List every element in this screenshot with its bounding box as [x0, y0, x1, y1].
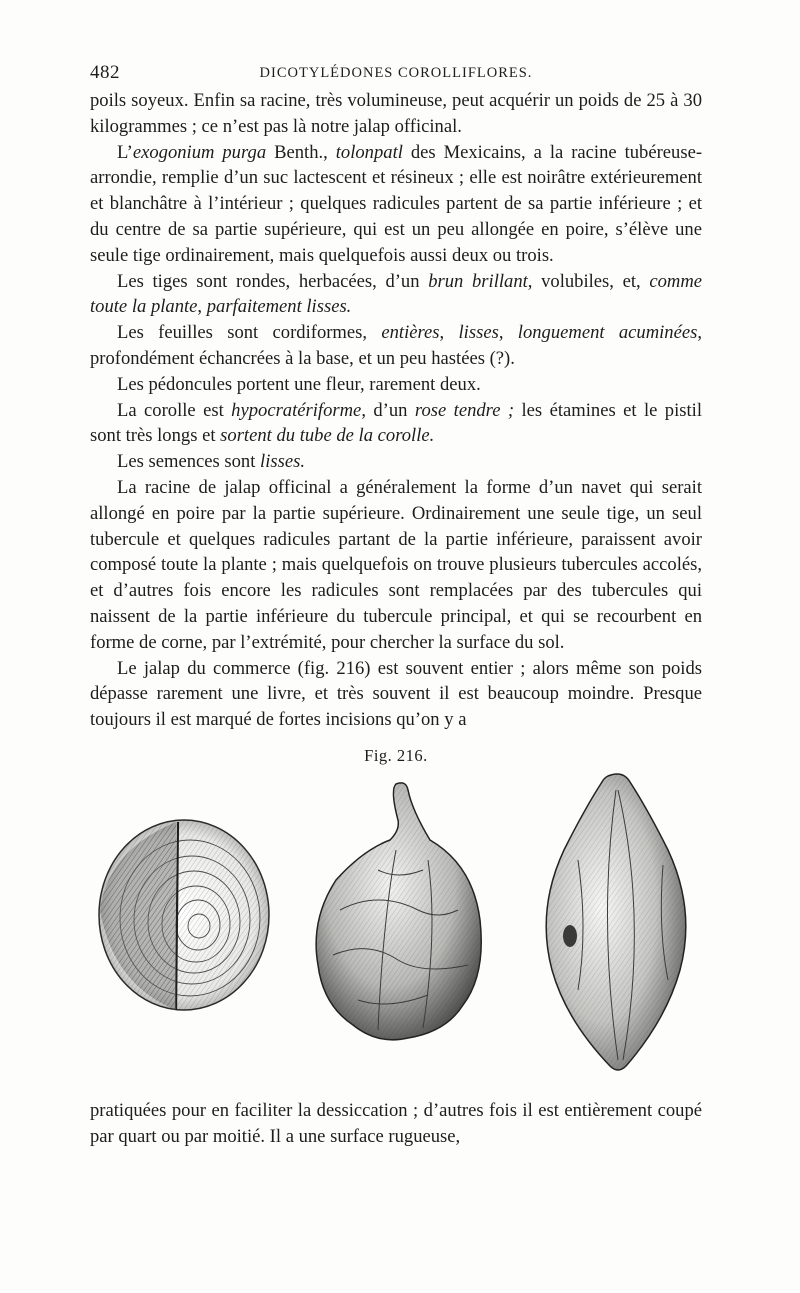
- text-segment: Les semences sont: [117, 451, 261, 473]
- figure-jalap-tubers: [90, 770, 702, 1090]
- text-segment: des Mexicains, a la racine tubéreuse-arrondie, remplie d’un suc lactescent et résineux ; elle est noirâtre extérieurement et blanchâtre à l’intérieur ; quelques radicules partent de sa partie inférieure ; et du centre de sa partie supérieure, qui est un peu allongée en poire, s’élève une seule tige ordinairement, mais quelquefois aussi deux ou trois.: [90, 141, 703, 266]
- whole-tuber-drawing: [316, 783, 481, 1040]
- paragraph: [90, 1098, 702, 1150]
- main-text: [90, 88, 702, 733]
- text-segment: ,: [498, 322, 518, 344]
- text-segment: , volubiles, et,: [527, 270, 650, 292]
- text-segment: poils soyeux. Enfin sa racine, très volumineuse, peut acquérir un poids de 25 à 30 kilogrammes ; ce n’est pas là notre jalap officinal.: [90, 90, 702, 137]
- running-title: DICOTYLÉDONES COROLLIFLORES.: [259, 65, 533, 81]
- page-number: 482: [90, 62, 120, 83]
- italic-text: brun brillant: [428, 270, 528, 292]
- text-segment: , d’un: [361, 399, 415, 421]
- italic-text: comme toute la plante: [90, 270, 703, 318]
- italic-text: sortent du tube de la corolle.: [220, 425, 435, 447]
- italic-text: hypocratériforme: [231, 399, 362, 421]
- paragraph: [90, 656, 702, 733]
- paragraph: [90, 372, 702, 398]
- text-segment: , profondément échancrées à la base, et un peu hastées (?).: [90, 322, 703, 369]
- italic-text: exogonium purga: [132, 141, 267, 163]
- text-segment: les étamines et le pistil sont très longs et: [90, 399, 702, 447]
- italic-text: lisses.: [260, 451, 305, 473]
- paragraph: [90, 269, 702, 321]
- text-segment: L’: [117, 141, 133, 163]
- text-segment: Benth.,: [266, 141, 336, 163]
- elongated-tuber-drawing: [546, 774, 686, 1070]
- italic-text: lisses: [458, 322, 499, 344]
- book-page: [90, 60, 702, 1150]
- italic-text: entières: [381, 322, 440, 344]
- text-segment: ,: [197, 296, 207, 318]
- paragraph: [90, 140, 702, 269]
- text-segment: La corolle est: [117, 399, 232, 421]
- italic-text: longuement acuminées: [517, 322, 698, 344]
- italic-text: rose tendre ;: [414, 399, 515, 421]
- figure-caption: Fig. 216.: [364, 745, 428, 765]
- text-segment: La racine de jalap officinal a généralement la forme d’un navet qui serait allongé en poire par la partie supérieure. Ordinairement une seule tige, un seul tubercule et quelques radicules partant de la partie inférieure, paraissent avoir composé toute la plante ; mais quelquefois on trouve plusieurs tubercules accolés, et d’autres fois encore les radicules sont remplacées par des tubercules qui naissent de la partie inférieure du tubercule principal, et qui se recourbent en forme de corne, par l’extrémité, pour chercher la surface du sol.: [90, 476, 702, 653]
- text-segment: Les pédoncules portent une fleur, rarement deux.: [117, 373, 481, 395]
- tuber-section-drawing: [99, 820, 269, 1010]
- paragraph: [90, 320, 702, 372]
- paragraph: [90, 449, 702, 475]
- text-segment: Le jalap du commerce (fig. 216) est souvent entier ; alors même son poids dépasse rarement une livre, et très souvent il est beaucoup moindre. Presque toujours il est marqué de fortes incisions qu’on y a: [90, 657, 702, 731]
- italic-text: parfaitement lisses.: [206, 296, 352, 318]
- paragraph: [90, 88, 702, 140]
- paragraph: [90, 475, 702, 656]
- page-header: [90, 60, 702, 88]
- italic-text: tolonpatl: [335, 141, 403, 163]
- paragraph: [90, 398, 702, 450]
- text-segment: pratiquées pour en faciliter la dessiccation ; d’autres fois il est entièrement coupé par quart ou par moitié. Il a une surface rugueuse,: [90, 1099, 702, 1147]
- text-segment: Les tiges sont rondes, herbacées, d’un: [117, 270, 429, 292]
- text-segment: ,: [439, 322, 459, 344]
- jalap-illustration: [78, 770, 718, 1090]
- text-segment: Les feuilles sont cordiformes,: [117, 322, 382, 344]
- after-figure-text: [90, 1098, 702, 1150]
